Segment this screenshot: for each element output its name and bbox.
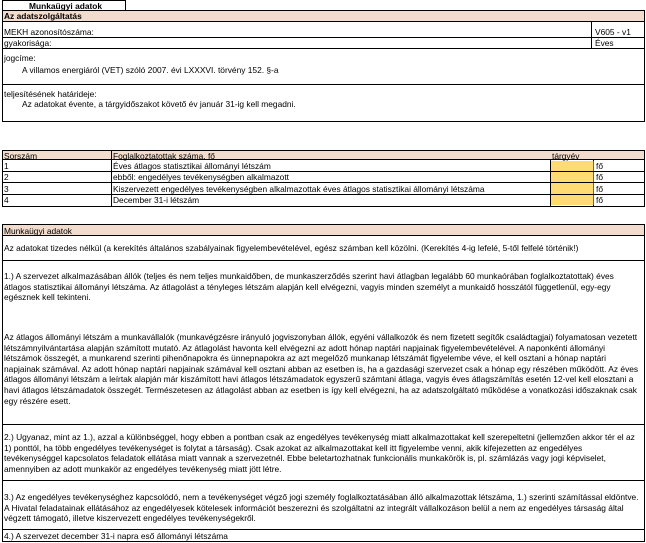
row-desc: ebből: engedélyes tevékenységben alkalmazott xyxy=(113,172,289,182)
legal-value: A villamos energiáról (VET) szóló 2007. évi LXXXVI. törvény 152. §-a xyxy=(22,65,279,75)
mekh-label: MEKH azonosítószáma: xyxy=(4,27,94,37)
notes-header-text: Munkaügyi adatok xyxy=(4,226,72,236)
note-text: 3.) Az engedélyes tevékenységhez kapcsolódó, nem a tevékenységet végző jogi személy foglalkoztatásában álló alkalmazottak létszáma, 1.) szerinti számítással eldöntve. A Hivatal feladatainak ellátásához az engedélyesek kötelesek információt beszerezni és szolgáltatni az integrált vállalkozáson belül a nem az engedélyes társaság által végzett támogató, illetve kiszervezett engedélyes tevékenységekről. xyxy=(4,492,639,524)
row-divider xyxy=(3,84,644,85)
note-2 xyxy=(3,426,644,481)
freq-value: Éves xyxy=(595,38,614,48)
table-row xyxy=(3,161,644,172)
provider-header-text: Az adatszolgáltatás xyxy=(4,11,82,21)
row-divider xyxy=(3,48,644,49)
row-num: 3 xyxy=(4,184,9,194)
col-header-num: Sorszám xyxy=(4,151,38,161)
mekh-value: V605 - v1 xyxy=(595,27,631,37)
row-divider xyxy=(3,37,644,38)
row-unit: fő xyxy=(596,172,603,182)
note-text: Az átlagos állományi létszám a munkavállalók (munkavégzésre irányuló jogviszonyban állók, egyéni vállalkozók és nem fizetett segítők családtagjai) folyamatosan vezetett létszámnyilvántartása alapján számított mutató. Az átlagolást havonta kell elvégezni az adott hónap naptári napjainak figyelembevételével. A naponkénti állományi létszámok összegét, a munkarend szerinti pihenőnapokra és ünnepnapokra az azt megelőző munkanap létszámát figyelembe véve, el kell osztani a hónap naptári napjainak számával. Az adott hónap naptári napjainak számával kell osztani abban az esetben is, ha a gazdasági szervezet csak a hónap egy részében működött. Az éves átlagos állományi létszám a leírtak alapján már kiszámított havi átlagos létszámadatok egyszerű számtani átlaga, vagyis éves átlagszámítás esetén 12-vel kell elosztani a havi átlagos létszámadatok összegét. Természetesen az átlagolást abban az esetben is így kell elvégezni, ha az adatszolgáltató működése a vonatkozási időszaknak csak egy részére esett. xyxy=(4,332,639,406)
page-title xyxy=(2,0,126,10)
table-row xyxy=(3,195,644,206)
row-unit: fő xyxy=(596,184,603,194)
provider-header xyxy=(3,11,644,22)
note-average xyxy=(3,306,644,425)
note-text: 1.) A szervezet alkalmazásában állók (teljes és nem teljes munkaidőben, de munkaszerződés szerint havi átlagban legalább 60 munkaórában foglalkoztatottak) éves átlagos statisztikai állományi létszáma. Az átlagolást a tényleges létszám alapján kell elvégezni, vagyis minden személyt a munkaidő hosszától függetlenül, egy-egy egésznek kell tekinteni. xyxy=(4,271,614,303)
col-header-year: tárgyév xyxy=(552,151,580,161)
table-row xyxy=(3,183,644,195)
row-desc: December 31-i létszám xyxy=(113,195,200,205)
freq-label: gyakorisága: xyxy=(4,38,52,48)
note-4 xyxy=(3,531,644,541)
value-input[interactable] xyxy=(551,161,594,171)
value-input[interactable] xyxy=(551,195,594,205)
page-title-text: Munkaügyi adatok xyxy=(29,1,103,11)
table-header-row xyxy=(3,151,644,160)
row-num: 2 xyxy=(4,172,9,182)
legal-label: jogcíme: xyxy=(4,53,36,63)
table-row xyxy=(3,172,644,183)
col-divider xyxy=(591,22,592,48)
note-text: 2.) Ugyanaz, mint az 1.), azzal a különbséggel, hogy ebben a pontban csak az engedélyes tevékenység miatt alkalmazottakat kell szerepeltetni (jellemzően akkor tér el az 1) ponttól, ha több engedélyes tevékenységet is folytat a társaság). Csak azokat az alkalmazottakat kell itt figyelembe venni, akik kifejezetten az engedélyes tevékenységgel kapcsolatos feladatok ellátása miatt vannak a szervezetnél. Ebbe beletartozhatnak funkcionális munkakörök is, pl. számlázás vagy jogi képviselet, amennyiben az adott munkakör az engedélyes tevékenység miatt jött létre. xyxy=(4,432,635,474)
note-text: Az adatokat tizedes nélkül (a kerekítés általános szabályainak figyelembevételével, egész számban kell közölni. (Kerekítés 4-ig lefelé, 5-től felfelé történik!) xyxy=(4,243,579,253)
note-1 xyxy=(3,262,644,306)
row-num: 1 xyxy=(4,161,9,171)
notes-header xyxy=(3,225,644,236)
row-num: 4 xyxy=(4,195,9,205)
row-desc: Kiszervezett engedélyes tevékenységben alkalmazottak éves átlagos statisztikai állományi létszáma xyxy=(113,184,485,194)
note-3 xyxy=(3,482,644,530)
value-input[interactable] xyxy=(551,172,594,182)
row-unit: fő xyxy=(596,161,603,171)
note-text: 4.) A szervezet december 31-i napra eső állományi létszáma xyxy=(4,531,228,541)
value-input[interactable] xyxy=(551,183,594,194)
col-header-desc: Foglalkoztatottak száma, fő xyxy=(113,151,215,161)
note-rounding xyxy=(3,237,644,261)
deadline-label: teljesítésének határideje: xyxy=(4,89,97,99)
deadline-value: Az adatokat évente, a tárgyidőszakot követő év január 31-ig kell megadni. xyxy=(22,99,296,109)
row-unit: fő xyxy=(596,195,603,205)
row-desc: Éves átlagos statisztikai állományi létszám xyxy=(113,161,271,171)
